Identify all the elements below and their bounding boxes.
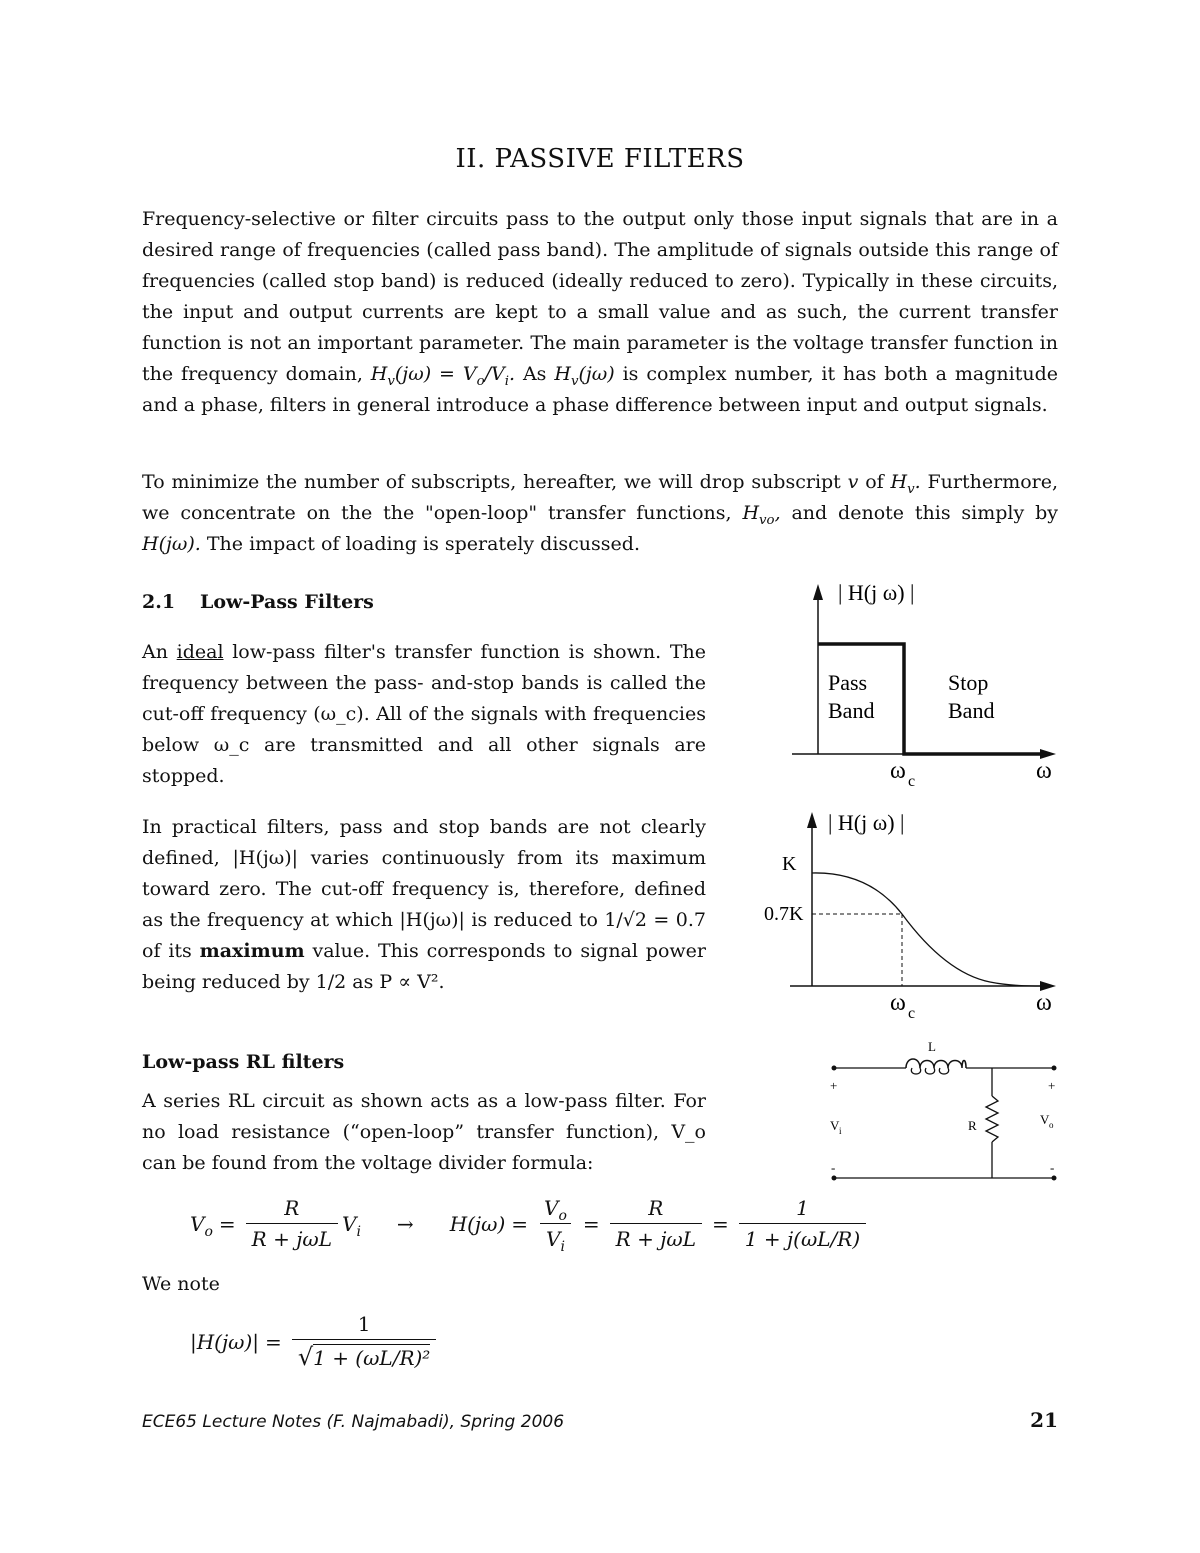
p2-v: v <box>847 471 859 493</box>
we-note-text: We note <box>142 1273 220 1295</box>
eq-sign: = <box>218 1211 236 1236</box>
practical-text-a: In practical filters, pass and stop bands are not clearly defined, |H(jω)| varies continuously from its maximum toward zero. The cut-off frequency is, therefore, defined as the frequency at which |H(jω)| is reduced to 1/√2 = 0.7 of its <box>142 816 706 962</box>
fraction-r-over-rjwl-2 <box>610 1196 702 1251</box>
y-axis-arrow <box>807 812 817 828</box>
footer-text: ECE65 Lecture Notes (F. Najmabadi), Spring 2006 <box>142 1412 565 1432</box>
intro-paragraph-1 <box>142 204 1058 421</box>
pass-label-2: Band <box>828 698 875 723</box>
07k-label: 0.7K <box>764 903 804 925</box>
denominator <box>292 1339 437 1371</box>
numerator: R <box>648 1196 664 1220</box>
fraction-magnitude <box>292 1312 437 1371</box>
eq-hjw: H(jω) <box>449 1211 506 1236</box>
p2-hv: $H_v$. <box>890 471 921 497</box>
stop-label-2: Band <box>948 698 995 723</box>
denominator: R + jωL <box>610 1223 702 1251</box>
denominator: $V_i$ <box>540 1223 571 1251</box>
wc-label: ω <box>890 990 906 1016</box>
rl-heading: Low-pass RL filters <box>142 1051 345 1073</box>
w-label: ω <box>1036 990 1052 1016</box>
practical-paragraph <box>142 812 706 998</box>
ideal-underlined: ideal <box>176 641 224 663</box>
p2-hjw: H(jω). <box>142 533 201 555</box>
page-title: II. PASSIVE FILTERS <box>455 144 745 174</box>
wc-sub: c <box>908 773 916 790</box>
sqrt-symbol: √ <box>297 1343 314 1371</box>
intro-paragraph-2 <box>142 467 1058 560</box>
intro-text-a: Frequency-selective or filter circuits pass to the output only those input signals that are in a desired range of frequencies (called pass band). The amplitude of signals outside this range of frequencies (called stop band) is reduced (ideally reduced to zero). Typically in these circuits, the input and output currents are kept to a small value and as such, the current transfer function is not an important parameter. The main parameter is the voltage transfer function in the frequency domain, <box>142 208 1058 385</box>
fraction-vo-over-vi <box>538 1196 573 1255</box>
vo-label: V <box>1040 1112 1050 1127</box>
vi-plus: + <box>830 1078 838 1093</box>
voltage-divider-equation <box>190 1196 870 1255</box>
vi-sub: i <box>839 1126 842 1136</box>
practical-bold: maximum <box>199 940 305 962</box>
inductor-loops <box>911 1068 948 1074</box>
page-number: 21 <box>1030 1408 1058 1432</box>
fraction-r-over-rjwl <box>246 1196 338 1251</box>
intro-eq-hv: $H_v(j\omega) = V_o/V_i$. <box>370 363 516 389</box>
ideal-filter-figure <box>780 578 1070 790</box>
numerator: $V_o$ <box>544 1196 567 1224</box>
k-label: K <box>782 853 797 875</box>
magnitude-equation <box>190 1312 440 1371</box>
y-axis-arrow <box>813 584 823 600</box>
pass-label-1: Pass <box>828 670 868 695</box>
ideal-text-a: An <box>142 641 168 663</box>
w-label: ω <box>1036 758 1052 784</box>
vo-sub: o <box>1049 1120 1054 1130</box>
vo-minus: - <box>1050 1160 1055 1175</box>
numerator: R <box>284 1196 300 1220</box>
eq-sign-3: = <box>582 1211 600 1236</box>
y-label: | H(j ω) | <box>838 580 915 605</box>
inductor-symbol <box>906 1059 966 1068</box>
section-number: 2.1 <box>142 591 176 613</box>
practical-text-b: value. This corresponds to signal power being reduced by 1/2 as P ∝ V². <box>142 940 706 993</box>
rl-text: A series RL circuit as shown acts as a low-pass filter. For no load resistance (“open-loop” transfer function), V_o can be found from the voltage divider formula: <box>142 1090 706 1174</box>
eq-sign-5: = <box>265 1329 282 1354</box>
denominator: R + jωL <box>246 1223 338 1251</box>
resistor-symbol <box>986 1096 998 1142</box>
y-label: | H(j ω) | <box>828 810 905 835</box>
eq-sign-2: = <box>511 1211 529 1236</box>
intro-hv-symbol: $H_v(j\omega)$ <box>554 363 615 389</box>
intro-text-b: As <box>522 363 547 385</box>
practical-filter-figure <box>760 806 1070 1022</box>
intro-text-c: is complex number, it has both a magnitude and a phase, filters in general introduce a phase difference between input and output signals. <box>142 363 1058 416</box>
vo-plus: + <box>1048 1078 1056 1093</box>
eq-vo: $V_o$ <box>190 1211 213 1240</box>
section-heading <box>142 591 374 613</box>
p2-text-a: To minimize the number of subscripts, hereafter, we will drop subscript <box>142 471 841 493</box>
sqrt-content: 1 + (ωL/R)² <box>313 1346 431 1370</box>
stop-label-1: Stop <box>948 670 989 695</box>
wc-label: ω <box>890 758 906 784</box>
vi-label: V <box>830 1118 840 1133</box>
numerator: 1 <box>357 1312 371 1336</box>
denominator: 1 + j(ωL/R) <box>739 1223 866 1251</box>
p2-hvo: $H_{vo}$, <box>742 502 781 528</box>
eq-vi: $V_i$ <box>341 1211 361 1240</box>
vi-minus: - <box>831 1160 836 1175</box>
eq-sign-4: = <box>712 1211 729 1236</box>
practical-response-curve <box>812 873 1042 986</box>
p2-text-e: The impact of loading is sperately discussed. <box>206 533 640 555</box>
p2-text-b: of <box>865 471 884 493</box>
p2-text-d: and denote this simply by <box>791 502 1058 524</box>
resistor-label: R <box>968 1118 977 1133</box>
wc-sub: c <box>908 1005 916 1022</box>
ideal-lpf-paragraph <box>142 637 706 792</box>
inductor-label: L <box>928 1039 936 1054</box>
fraction-one-over <box>739 1196 866 1251</box>
numerator: 1 <box>796 1196 809 1220</box>
p2-text-c: Furthermore, we concentrate on the the "open-loop" transfer functions, <box>142 471 1059 524</box>
eq-arrow: → <box>396 1211 414 1236</box>
ideal-text-b: low-pass filter's transfer function is shown. The frequency between the pass- and-stop bands is called the cut-off frequency (ω_c). All of the signals with frequencies below ω_c are transmitted and all other signals are stopped. <box>142 641 706 787</box>
rl-paragraph <box>142 1086 706 1179</box>
rl-circuit-figure <box>824 1036 1064 1186</box>
section-title: Low-Pass Filters <box>200 591 374 613</box>
eq-abs-h: |H(jω)| <box>190 1329 260 1354</box>
